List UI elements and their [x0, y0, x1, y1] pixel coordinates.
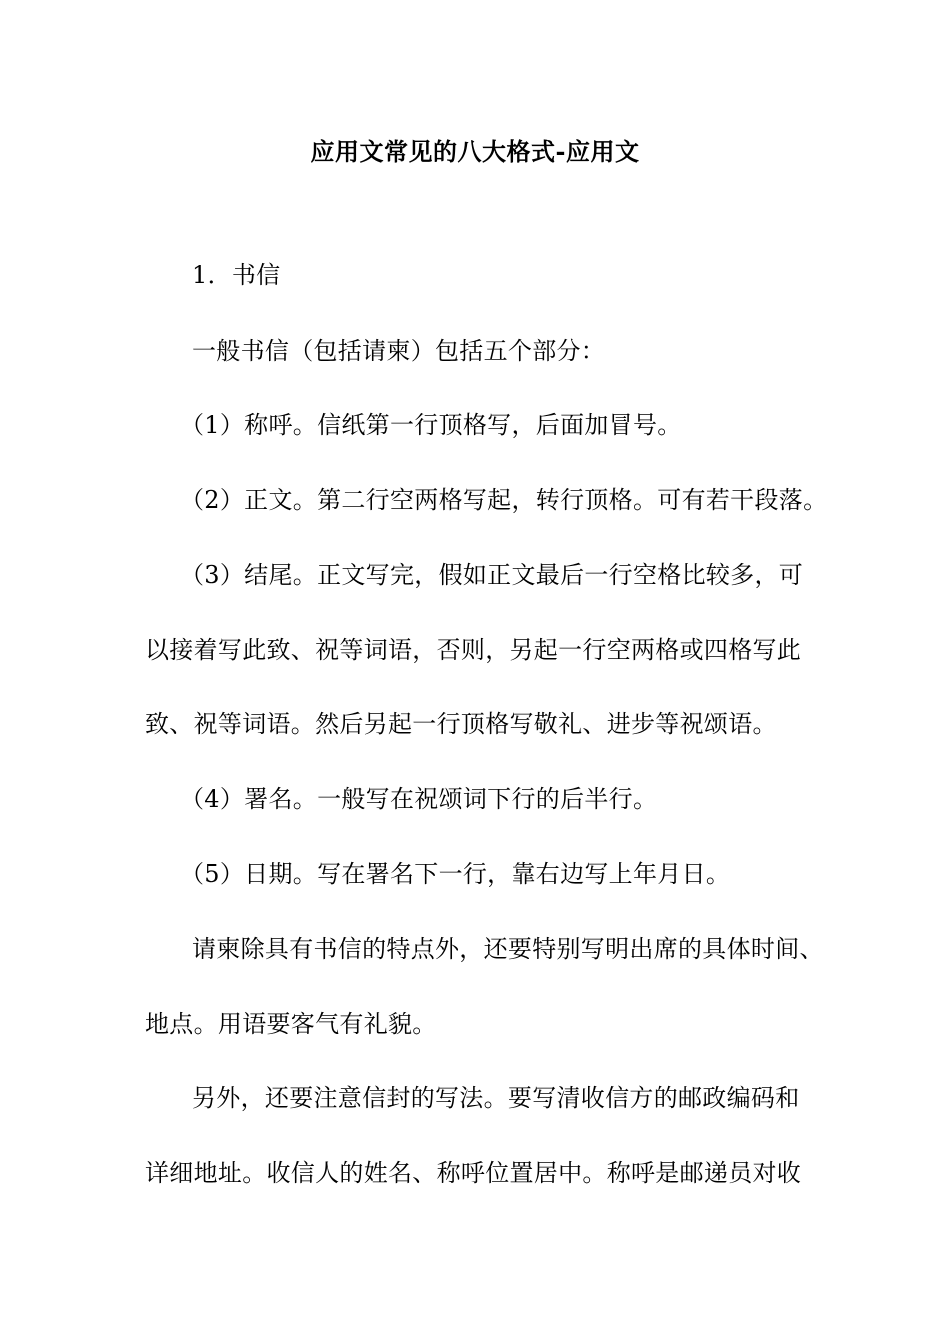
paragraph-item-3-line-3: 致、祝等词语。然后另起一行顶格写敬礼、进步等祝颂语。 [145, 710, 777, 738]
paragraph-item-3-line-1: （3）结尾。正文写完，假如正文最后一行空格比较多，可 [180, 561, 804, 589]
paragraph-item-3-line-2: 以接着写此致、祝等词语，否则，另起一行空两格或四格写此 [145, 636, 802, 664]
paragraph-item-1: （1）称呼。信纸第一行顶格写，后面加冒号。 [180, 411, 682, 439]
paragraph-item-2: （2）正文。第二行空两格写起，转行顶格。可有若干段落。 [180, 486, 828, 514]
paragraph-envelope-line-1: 另外，还要注意信封的写法。要写清收信方的邮政编码和 [192, 1084, 800, 1112]
document-title: 应用文常见的八大格式-应用文 [310, 137, 640, 166]
paragraph-item-5: （5）日期。写在署名下一行，靠右边写上年月日。 [180, 860, 731, 888]
paragraph-letter-intro: 一般书信（包括请柬）包括五个部分： [192, 337, 606, 365]
paragraph-invitation-line-2: 地点。用语要客气有礼貌。 [145, 1010, 437, 1038]
paragraph-invitation-line-1: 请柬除具有书信的特点外，还要特别写明出席的具体时间、 [192, 935, 824, 963]
section-heading-letter: 1．书信 [192, 261, 281, 289]
paragraph-envelope-line-2: 详细地址。收信人的姓名、称呼位置居中。称呼是邮递员对收 [145, 1159, 802, 1187]
paragraph-item-4: （4）署名。一般写在祝颂词下行的后半行。 [180, 785, 658, 813]
